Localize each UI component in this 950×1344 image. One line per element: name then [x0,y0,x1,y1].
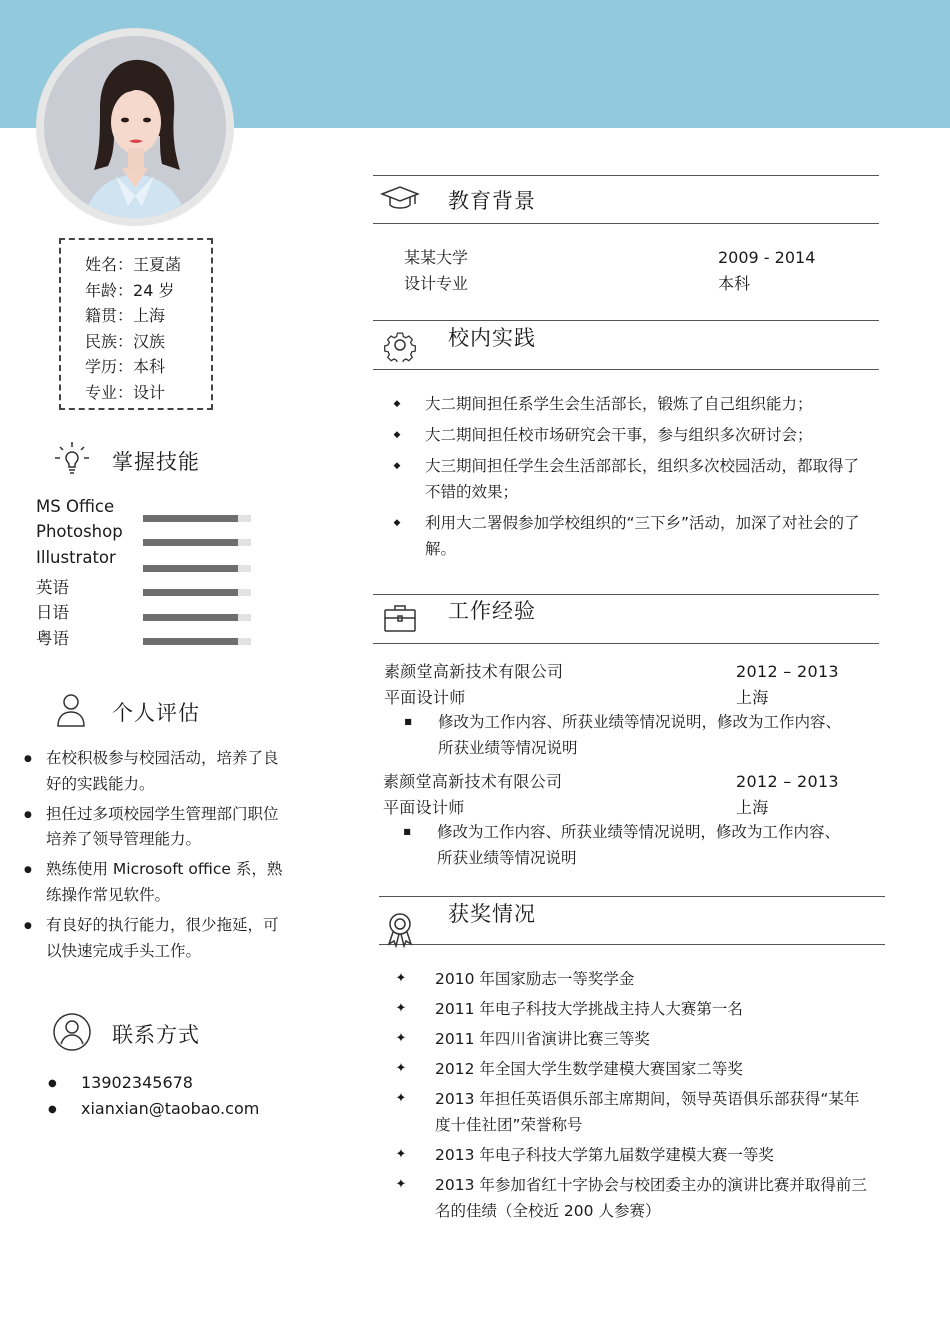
divider [373,369,879,370]
skill-bar-fill [143,539,238,546]
divider [373,320,879,321]
info-value: 24 岁 [133,280,175,300]
briefcase-icon [382,602,418,634]
campus-item-text: 大二期间担任校市场研究会干事，参与组织多次研讨会； [425,426,813,444]
skill-bar [143,638,251,645]
skill-bar-fill [143,565,238,572]
skill-name: 粤语 [36,629,69,648]
info-sep: ： [117,382,134,402]
skill-name: Illustrator [36,548,116,567]
star-bullet-icon: ✦ [395,1091,407,1106]
person-icon [54,692,88,728]
skill-name: 英语 [36,578,69,597]
star-bullet-icon: ✦ [395,1001,407,1016]
divider [379,944,885,945]
info-value: 本科 [133,357,166,377]
job-desc [402,709,848,761]
education-title: 教育背景 [448,189,536,213]
skill-bar [143,515,251,522]
award-item [394,1172,874,1224]
evaluation-list [24,746,286,968]
job-desc-text: 修改为工作内容、所获业绩等情况说明，修改为工作内容、所获业绩等情况说明 [438,713,842,757]
award-text: 2011 年电子科技大学挑战主持人大赛第一名 [435,1000,743,1018]
education-period: 2009 - 2014 [718,248,816,267]
education-major: 设计专业 [404,274,469,293]
skills-title: 掌握技能 [112,450,200,474]
info-degree [85,354,211,380]
job-location: 上海 [736,798,769,817]
star-bullet-icon: ✦ [395,1031,407,1046]
info-name [85,252,211,278]
award-item [394,1026,874,1052]
award-item [394,966,874,992]
info-value: 汉族 [133,331,166,351]
awards-list [394,966,874,1228]
job-position: 平面设计师 [383,798,465,817]
skill-bar [143,565,251,572]
contact-email [48,1099,259,1118]
award-item [394,1056,874,1082]
info-sep: ： [117,306,134,326]
bullet-icon: ● [48,1078,57,1089]
personal-info-box [59,238,213,410]
evaluation-item: ● 有良好的执行能力，很少拖延，可以快速完成手头工作。 [24,913,286,965]
square-bullet-icon: ■ [404,717,412,726]
contact-icon [52,1012,92,1052]
evaluation-item: ● 熟练使用 Microsoft office 系，熟练操作常见软件。 [24,857,286,909]
info-age [85,278,211,304]
job-period: 2012 – 2013 [736,662,839,681]
divider [373,223,879,224]
campus-item [390,453,860,505]
square-bullet-icon: ■ [403,827,411,836]
campus-item-text: 利用大二署假参加学校组织的“三下乡”活动，加深了对社会的了解。 [425,514,860,558]
skill-name: 日语 [36,603,69,622]
job-desc [401,819,847,871]
info-sep: ： [117,280,134,300]
info-value: 王夏菡 [133,255,182,274]
info-ethnicity [85,329,211,355]
job-desc-list [402,709,848,761]
job-company: 素颜堂高新技术有限公司 [383,772,563,791]
awards-title: 获奖情况 [448,902,536,926]
award-text: 2013 年电子科技大学第九届数学建模大赛一等奖 [435,1146,774,1164]
info-label: 专业 [85,382,118,402]
email-value: xianxian@taobao.com [81,1099,260,1118]
info-sep: ： [117,331,134,351]
job-desc-text: 修改为工作内容、所获业绩等情况说明，修改为工作内容、所获业绩等情况说明 [437,823,841,867]
skill-bar-fill [143,614,238,621]
diamond-icon: ◆ [393,518,401,528]
job-desc-list [401,819,847,871]
info-sep: ： [117,255,134,274]
star-bullet-icon: ✦ [395,1061,407,1076]
award-item [394,996,874,1022]
info-value: 设计 [133,382,166,402]
info-label: 籍贯 [85,306,118,326]
divider [373,175,879,176]
award-text: 2011 年四川省演讲比赛三等奖 [435,1030,650,1048]
diamond-icon: ◆ [393,461,401,471]
job-location: 上海 [736,688,769,707]
star-bullet-icon: ✦ [395,1177,407,1192]
skill-bar-fill [143,638,238,645]
info-label: 民族 [85,331,118,351]
evaluation-item: ● 在校积极参与校园活动，培养了良好的实践能力。 [24,746,286,798]
skill-bar [143,614,251,621]
education-degree: 本科 [718,274,751,293]
campus-item [390,510,860,562]
award-medal-icon [384,910,416,948]
award-text: 2013 年担任英语俱乐部主席期间，领导英语俱乐部获得“某年度十佳社团”荣誉称号 [435,1090,860,1134]
skill-name: Photoshop [36,522,123,541]
award-text: 2013 年参加省红十字协会与校团委主办的演讲比赛并取得前三名的佳绩（全校近 200 人参赛） [435,1176,867,1220]
gear-icon [383,328,417,362]
skill-bar-fill [143,589,238,596]
contact-phone [48,1073,193,1092]
skill-bar [143,539,251,546]
evaluation-item: ● 担任过多项校园学生管理部门职位培养了领导管理能力。 [24,802,286,854]
info-label: 姓名 [85,255,118,274]
info-label: 年龄 [85,280,118,300]
education-school: 某某大学 [404,248,469,267]
graduation-cap-icon [380,184,420,214]
info-sep: ： [117,357,134,377]
lightbulb-icon [52,438,92,478]
work-title: 工作经验 [448,599,536,623]
campus-item-text: 大二期间担任系学生会生活部长，锻炼了自己组织能力； [425,395,813,413]
skill-name: MS Office [36,497,115,516]
job-position: 平面设计师 [384,688,466,707]
award-item [394,1142,874,1168]
award-text: 2010 年国家励志一等奖学金 [435,970,635,988]
info-value: 上海 [133,306,166,326]
evaluation-title: 个人评估 [112,701,200,725]
info-hometown [85,303,211,329]
phone-value: 13902345678 [81,1073,193,1092]
diamond-icon: ◆ [393,430,401,440]
star-bullet-icon: ✦ [395,1147,407,1162]
campus-title: 校内实践 [448,326,536,350]
campus-item-text: 大三期间担任学生会生活部部长，组织多次校园活动，都取得了不错的效果； [425,457,860,501]
skill-bar-fill [143,515,238,522]
avatar [44,36,226,218]
divider [379,896,885,897]
star-bullet-icon: ✦ [395,971,407,986]
campus-list [390,391,860,567]
campus-item [390,391,860,417]
skill-bar [143,589,251,596]
contact-title: 联系方式 [112,1023,200,1047]
bullet-icon: ● [48,1104,57,1115]
job-company: 素颜堂高新技术有限公司 [384,662,564,681]
campus-item [390,422,860,448]
info-label: 学历 [85,357,118,377]
job-period: 2012 – 2013 [736,772,839,791]
divider [373,643,879,644]
info-major [85,380,211,406]
award-text: 2012 年全国大学生数学建模大赛国家二等奖 [435,1060,743,1078]
diamond-icon: ◆ [393,399,401,409]
award-item [394,1086,874,1138]
